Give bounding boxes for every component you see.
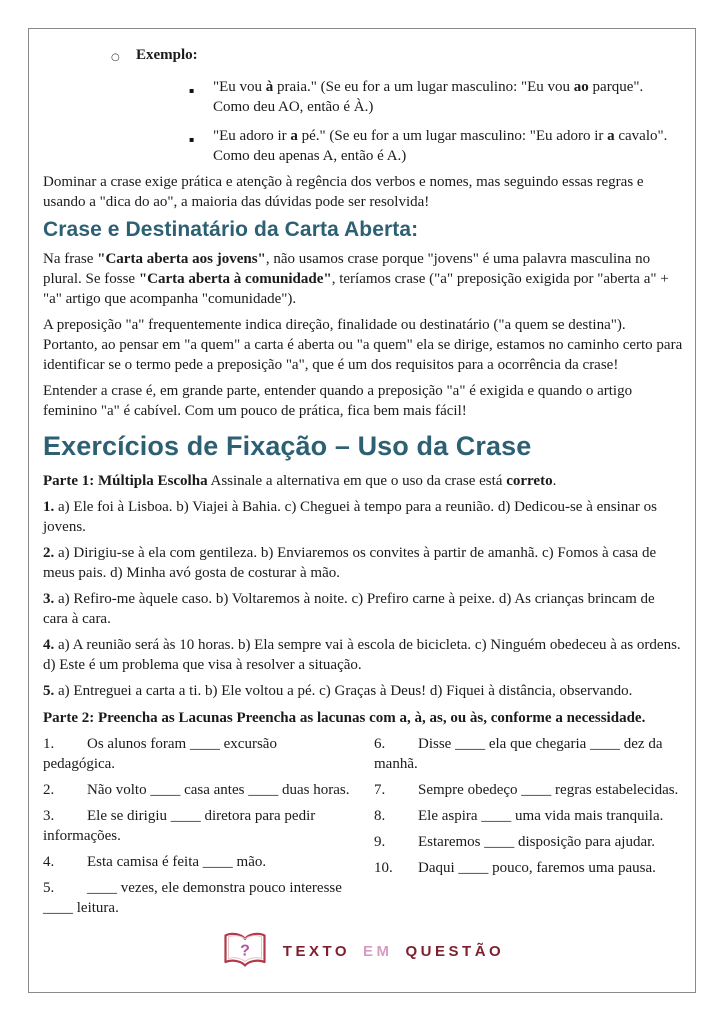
- parte2-intro: Parte 2: Preencha as Lacunas Preencha as lacunas com a, à, as, ou às, conforme a necessidade.: [43, 710, 646, 726]
- example-bullet-2: [43, 126, 683, 166]
- fill-item-number: 4.: [43, 854, 55, 870]
- fill-column-right: [374, 734, 683, 878]
- fill-item-number: 7.: [374, 782, 386, 798]
- document-page: [28, 28, 696, 993]
- fill-item-text: Ele se dirigiu ____ diretora para pedir informações.: [43, 808, 316, 844]
- logo-word-em: EM: [363, 942, 393, 960]
- fill-item-7: [374, 780, 683, 800]
- example-label-row: [43, 45, 683, 68]
- fill-item-4: [43, 852, 352, 872]
- paragraph-dominar: Dominar a crase exige prática e atenção à regência dos verbos e nomes, mas seguindo essas regras e usando a "dica do ao", a maioria das dúvidas pode ser resolvida!: [43, 174, 644, 210]
- fill-in-blanks-grid: [43, 734, 683, 918]
- fill-item-text: Sempre obedeço ____ regras estabelecidas.: [418, 782, 679, 798]
- fill-item-8: [374, 806, 683, 826]
- square-bullet-icon: ▪: [189, 135, 195, 144]
- fill-item-text: Os alunos foram ____ excursão pedagógica.: [43, 736, 277, 772]
- logo-question-mark: ?: [239, 942, 250, 960]
- multiple-choice-item-1: 1. a) Ele foi à Lisboa. b) Viajei à Bahia. c) Cheguei à tempo para a reunião. d) Dedicou-se à ensinar os jovens.: [43, 499, 658, 535]
- fill-item-text: Daqui ____ pouco, faremos uma pausa.: [418, 860, 656, 876]
- example-bullet-1: [43, 77, 683, 117]
- fill-item-number: 6.: [374, 736, 386, 752]
- example-bullet-1-text: "Eu vou à praia." (Se eu for a um lugar masculino: "Eu vou ao parque". Como deu AO, então é À.): [213, 79, 644, 115]
- fill-item-5: [43, 878, 352, 918]
- fill-item-number: 3.: [43, 808, 55, 824]
- fill-item-text: Não volto ____ casa antes ____ duas horas.: [87, 782, 350, 798]
- heading-exercicios: Exercícios de Fixação – Uso da Crase: [43, 431, 532, 461]
- multiple-choice-item-2: 2. a) Dirigiu-se à ela com gentileza. b) Enviaremos os convites à partir de amanhã. c) Fomos à casa de meus pais. d) Minha avó gosta de costurar à mão.: [43, 545, 657, 581]
- fill-item-number: 10.: [374, 860, 393, 876]
- fill-item-number: 8.: [374, 808, 386, 824]
- parte1-intro: Parte 1: Múltipla Escolha Assinale a alternativa em que o uso da crase está correto.: [43, 473, 557, 489]
- fill-item-text: Ele aspira ____ uma vida mais tranquila.: [418, 808, 664, 824]
- logo-wordmark: [283, 943, 504, 960]
- open-book-icon: [222, 930, 268, 972]
- logo-word-texto: TEXTO: [282, 942, 351, 960]
- paragraph-entender: Entender a crase é, em grande parte, entender quando a preposição "a" é exigida e quando o artigo feminino "a" é cabível. Com um pouco de prática, fica bem mais fácil!: [43, 383, 633, 419]
- fill-item-10: [374, 858, 683, 878]
- logo-word-questao: QUESTÃO: [405, 942, 505, 960]
- fill-item-3: [43, 806, 352, 846]
- multiple-choice-item-3: 3. a) Refiro-me àquele caso. b) Voltaremos à noite. c) Prefiro carne à peixe. d) As crianças brincam de cara à cara.: [43, 591, 655, 627]
- fill-item-number: 9.: [374, 834, 386, 850]
- fill-item-number: 5.: [43, 880, 55, 896]
- fill-item-6: [374, 734, 683, 774]
- fill-item-9: [374, 832, 683, 852]
- circle-bullet-icon: ○: [111, 52, 120, 63]
- fill-item-text: Esta camisa é feita ____ mão.: [87, 854, 267, 870]
- square-bullet-icon: ▪: [189, 86, 195, 95]
- paragraph-preposicao: A preposição "a" frequentemente indica direção, finalidade ou destinatário ("a quem se destina"). Portanto, ao pensar em "a quem" a carta é aberta ou "a quem" ela se dirige, estamos no caminho certo para identificar se o termo pede a preposição "a", que é um dos requisitos para a ocorrência da crase!: [43, 317, 683, 373]
- fill-item-text: Disse ____ ela que chegaria ____ dez da manhã.: [374, 736, 663, 772]
- footer-logo: [43, 930, 683, 980]
- fill-item-number: 2.: [43, 782, 55, 798]
- fill-column-left: [43, 734, 352, 918]
- example-label: Exemplo:: [136, 47, 198, 63]
- fill-item-text: Estaremos ____ disposição para ajudar.: [418, 834, 656, 850]
- fill-item-2: [43, 780, 352, 800]
- heading-crase-destinatario: Crase e Destinatário da Carta Aberta:: [43, 218, 419, 241]
- example-bullet-2-text: "Eu adoro ir a pé." (Se eu for a um lugar masculino: "Eu adoro ir a cavalo". Como deu apenas A, então é A.): [213, 128, 668, 164]
- fill-item-text: ____ vezes, ele demonstra pouco interesse ____ leitura.: [43, 880, 342, 916]
- fill-item-number: 1.: [43, 736, 55, 752]
- fill-item-1: [43, 734, 352, 774]
- paragraph-carta-aberta: Na frase "Carta aberta aos jovens", não usamos crase porque "jovens" é uma palavra masculina no plural. Se fosse "Carta aberta à comunidade", teríamos crase ("a" preposição exigida por "aberta a" + "a" artigo que acompanha "comunidade").: [43, 251, 669, 307]
- multiple-choice-item-4: 4. a) A reunião será às 10 horas. b) Ela sempre vai à escola de bicicleta. c) Ninguém obedeceu à as ordens. d) Este é um problema que visa à resolver a situação.: [43, 637, 681, 673]
- multiple-choice-item-5: 5. a) Entreguei a carta a ti. b) Ele voltou a pé. c) Graças à Deus! d) Fiquei à distância, observando.: [43, 683, 633, 699]
